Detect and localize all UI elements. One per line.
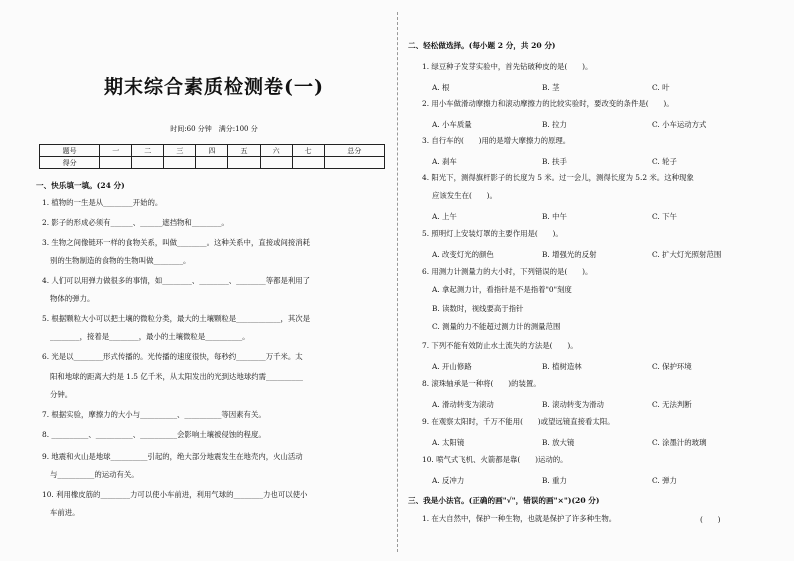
- fill-line: 物体的弹力。: [50, 294, 95, 303]
- fill-line: 8. __________、__________、__________会影响土壤被侵蚀的程度。: [42, 430, 266, 439]
- score-row-label: 得分: [40, 157, 100, 169]
- fill-line: 6. 光是以________形式传播的。光传播的速度很快，每秒约________万千米。太: [42, 352, 303, 361]
- choice-question: 3. 自行车的( )用的是增大摩擦力的原理。: [422, 136, 571, 145]
- choice-option: B. 植树造林: [542, 362, 582, 371]
- choice-options: [432, 475, 762, 486]
- fill-line: 别的生物制造的食物的生物叫做________。: [50, 256, 191, 265]
- fill-line: 5. 根据颗粒大小可以把土壤的微粒分类，最大的土壤颗粒是____________，其次是: [42, 314, 311, 323]
- choice-option: C. 叶: [652, 83, 670, 92]
- choice-option: B. 重力: [542, 476, 567, 485]
- score-header-cell: 题号: [40, 145, 100, 157]
- score-cell: [260, 157, 292, 169]
- choice-question: 9. 在观察太阳时，千万不能用( )或望远镜直接看太阳。: [422, 417, 615, 426]
- choice-option: C. 扩大灯光照射范围: [652, 250, 722, 259]
- choice-option: B. 增强光的反射: [542, 250, 597, 259]
- choice-question: 8. 滚珠轴承是一种将( )的装置。: [422, 379, 541, 388]
- choice-option: A. 滑动转变为滚动: [432, 400, 494, 409]
- choice-option: B. 茎: [542, 83, 560, 92]
- score-cell: [196, 157, 228, 169]
- section-2-title: 二、轻松做选择。(每小题 2 分，共 20 分): [408, 41, 556, 50]
- fill-line: 7. 根据实验，摩擦力的大小与__________、__________等因素有关。: [42, 410, 266, 419]
- score-table: [39, 144, 385, 169]
- choice-option: C. 下午: [652, 212, 677, 221]
- score-cell: [100, 157, 132, 169]
- choice-option: A. 上午: [432, 212, 457, 221]
- choice-option: C. 保护环境: [652, 362, 692, 371]
- choice-question: 6. 用测力计测量力的大小时，下列错误的是( )。: [422, 267, 593, 276]
- choice-option: C. 轮子: [652, 157, 677, 166]
- choice-option: A. 开山修路: [432, 362, 472, 371]
- choice-option: A. 根: [432, 83, 450, 92]
- choice-options: [432, 399, 762, 410]
- score-header-cell: 七: [292, 145, 324, 157]
- fill-line: 与__________的运动有关。: [50, 470, 139, 479]
- choice-question: 1. 绿豆种子发芽实验中，首先钻破种皮的是( )。: [422, 62, 593, 71]
- choice-option: B. 滚动转变为滑动: [542, 400, 604, 409]
- score-cell: [132, 157, 164, 169]
- choice-option: A. 反冲力: [432, 476, 465, 485]
- score-header-cell: 一: [100, 145, 132, 157]
- choice-option: B. 放大镜: [542, 438, 575, 447]
- score-header-cell: 四: [196, 145, 228, 157]
- choice-option: C. 弹力: [652, 476, 677, 485]
- score-cell: [292, 157, 324, 169]
- choice-option: A. 太阳镜: [432, 438, 465, 447]
- choice-question-continued: 应该发生在( )。: [432, 191, 497, 200]
- choice-question: 4. 阳光下，测得旗杆影子的长度为 5 米。过一会儿，测得长度为 5.2 米。这种现象: [422, 173, 694, 182]
- choice-options: [432, 249, 762, 260]
- fill-line: 4. 人们可以用弹力做很多的事情，如________、________、________等都是利用了: [42, 276, 311, 285]
- choice-option: B. 中午: [542, 212, 567, 221]
- judge-question: 1. 在大自然中，保护一种生物，也就是保护了许多种生物。: [422, 514, 617, 523]
- choice-options: [432, 82, 762, 93]
- choice-option: B. 读数时，视线要高于指针: [432, 304, 524, 313]
- score-header-cell: 五: [228, 145, 260, 157]
- choice-option: A. 小车质量: [432, 120, 472, 129]
- choice-options: [432, 361, 762, 372]
- score-header-cell: 二: [132, 145, 164, 157]
- choice-question: 2. 用小车做滑动摩擦力和滚动摩擦力的比较实验时，要改变的条件是( )。: [422, 99, 674, 108]
- choice-options: [432, 119, 762, 130]
- score-header-cell: 六: [260, 145, 292, 157]
- fill-line: 车前进。: [50, 508, 80, 517]
- score-header-cell: 三: [164, 145, 196, 157]
- fill-line: 10. 利用橡皮筋的________力可以使小车前进，利用气球的________力也可以使小: [42, 490, 308, 499]
- fill-line: 2. 影子的形成必须有______、______遮挡物和________。: [42, 218, 229, 227]
- score-table-score-row: [40, 157, 385, 169]
- exam-meta: 时间:60 分钟 满分:100 分: [170, 125, 258, 133]
- score-table-header-row: [40, 145, 385, 157]
- fill-line: 1. 植物的一生是从________开始的。: [42, 198, 163, 207]
- section-3-title: 三、我是小法官。(正确的画"√"，错误的画"×")(20 分): [408, 496, 600, 505]
- choice-question: 7. 下列不能有效防止水土流失的方法是( )。: [422, 341, 578, 350]
- page-divider: [397, 12, 398, 552]
- choice-option: A. 刹车: [432, 157, 457, 166]
- score-header-cell: 总分: [324, 145, 384, 157]
- exam-title: 期末综合素质检测卷(一): [104, 76, 324, 98]
- choice-option: B. 扶手: [542, 157, 567, 166]
- choice-options: [432, 156, 762, 167]
- fill-line: 阳和地球的距离大约是 1.5 亿千米，从太阳发出的光到达地球约需__________: [50, 372, 303, 381]
- choice-option: A. 拿起测力计，看指针是不是指着"0"刻度: [432, 285, 572, 294]
- choice-option: C. 小车运动方式: [652, 120, 707, 129]
- section-1-title: 一、快乐填一填。(24 分): [36, 181, 125, 190]
- fill-line: ________，接着是________，最小的土壤微粒是__________。: [50, 332, 250, 341]
- fill-line: 分钟。: [50, 390, 73, 399]
- score-cell: [164, 157, 196, 169]
- choice-option: C. 无法判断: [652, 400, 692, 409]
- choice-options: [432, 211, 762, 222]
- choice-option: B. 拉力: [542, 120, 567, 129]
- choice-question: 10. 喷气式飞机、火箭都是靠( )运动的。: [422, 455, 568, 464]
- choice-options: [432, 437, 762, 448]
- choice-question: 5. 照明灯上安装灯罩的主要作用是( )。: [422, 229, 563, 238]
- choice-option: C. 涂墨汁的玻璃: [652, 438, 707, 447]
- choice-option: A. 改变灯光的颜色: [432, 250, 494, 259]
- fill-line: 9. 地震和火山是地球__________引起的，绝大部分地震发生在地壳内，火山活动: [42, 452, 303, 461]
- fill-line: 3. 生物之间像链环一样的食物关系，叫做________。这种关系中，直接或间接消耗: [42, 238, 311, 247]
- score-cell: [324, 157, 384, 169]
- choice-option: C. 测量的力不能超过测力计的测量范围: [432, 322, 561, 331]
- answer-parentheses: ( ): [700, 515, 721, 524]
- score-cell: [228, 157, 260, 169]
